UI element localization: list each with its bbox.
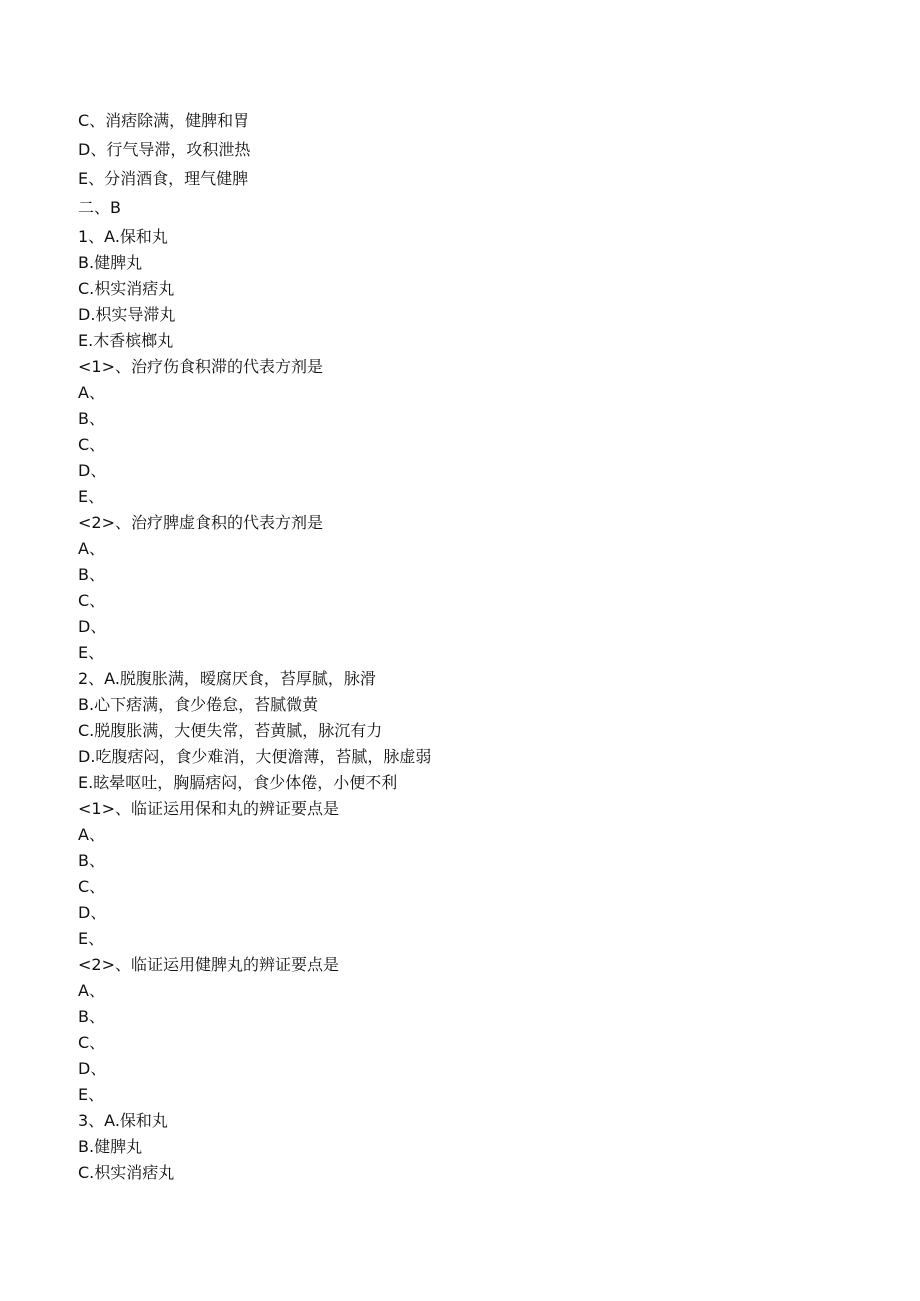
answer-choice: B、 bbox=[78, 851, 105, 870]
question-option: B.健脾丸 bbox=[78, 253, 143, 272]
answer-choice: C、 bbox=[78, 591, 106, 610]
answer-choice: E、 bbox=[78, 643, 105, 662]
answer-choice: C、 bbox=[78, 877, 106, 896]
question-option: 2、A.脱腹胀满，暧腐厌食，苔厚腻，脉滑 bbox=[78, 669, 376, 688]
answer-choice: B、 bbox=[78, 1007, 105, 1026]
sub-question: <1>、临证运用保和丸的辨证要点是 bbox=[78, 799, 339, 818]
answer-choice: A、 bbox=[78, 383, 105, 402]
answer-choice: D、 bbox=[78, 617, 107, 636]
answer-choice: D、 bbox=[78, 1059, 107, 1078]
answer-choice: A、 bbox=[78, 981, 105, 1000]
sub-question: <2>、临证运用健脾丸的辨证要点是 bbox=[78, 955, 339, 974]
text-line: E、分消酒食，理气健脾 bbox=[78, 169, 249, 188]
question-option: C.脱腹胀满，大便失常，苔黄腻，脉沉有力 bbox=[78, 721, 383, 740]
text-line: C、消痞除满，健脾和胃 bbox=[78, 111, 250, 130]
question-option: D.枳实导滞丸 bbox=[78, 305, 176, 324]
answer-choice: C、 bbox=[78, 435, 106, 454]
sub-question: <1>、治疗伤食积滞的代表方剂是 bbox=[78, 357, 323, 376]
document-text bbox=[78, 108, 878, 1186]
question-option: C.枳实消痞丸 bbox=[78, 1163, 175, 1182]
question-option: C.枳实消痞丸 bbox=[78, 279, 175, 298]
answer-choice: C、 bbox=[78, 1033, 106, 1052]
question-option: 3、A.保和丸 bbox=[78, 1111, 168, 1130]
text-line: D、行气导滞，攻积泄热 bbox=[78, 140, 251, 159]
answer-choice: E、 bbox=[78, 929, 105, 948]
section-heading: 二、B bbox=[78, 198, 121, 217]
question-option: E.眩晕呕吐，胸膈痞闷，食少体倦，小便不利 bbox=[78, 773, 398, 792]
question-option: B.健脾丸 bbox=[78, 1137, 143, 1156]
answer-choice: B、 bbox=[78, 565, 105, 584]
sub-question: <2>、治疗脾虚食积的代表方剂是 bbox=[78, 513, 323, 532]
answer-choice: A、 bbox=[78, 825, 105, 844]
question-option: 1、A.保和丸 bbox=[78, 227, 168, 246]
question-option: D.吃腹痞闷，食少难消，大便澹薄，苔腻，脉虚弱 bbox=[78, 747, 432, 766]
answer-choice: A、 bbox=[78, 539, 105, 558]
answer-choice: B、 bbox=[78, 409, 105, 428]
question-option: E.木香槟榔丸 bbox=[78, 331, 174, 350]
answer-choice: E、 bbox=[78, 1085, 105, 1104]
answer-choice: D、 bbox=[78, 461, 107, 480]
question-option: B.心下痞满，食少倦怠，苔腻微黄 bbox=[78, 695, 319, 714]
answer-choice: E、 bbox=[78, 487, 105, 506]
answer-choice: D、 bbox=[78, 903, 107, 922]
